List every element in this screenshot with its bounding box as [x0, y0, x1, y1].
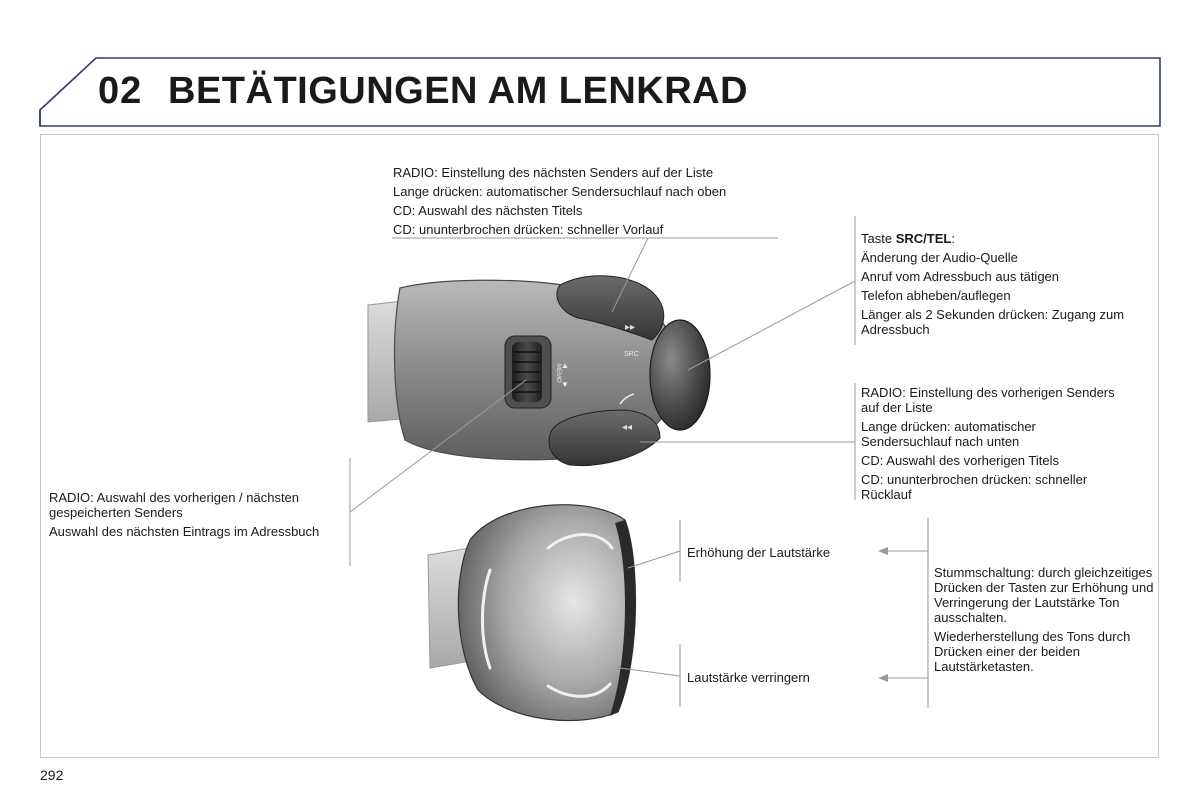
callout-volume-up: Erhöhung der Lautstärke — [687, 545, 831, 560]
src-marking: SRC — [624, 351, 639, 358]
rewind-icon: ◂◂ — [622, 422, 633, 433]
callout-line: Wiederherstellung des Tons durch Drücken einer der beiden Lautstärketasten. — [934, 629, 1131, 674]
callout-prefix: Taste — [861, 231, 896, 246]
callout-line: Lange drücken: automatischer Sendersuchlauf nach oben — [393, 184, 727, 199]
upper-stalk — [368, 276, 710, 466]
callout-memo-wheel — [49, 490, 344, 543]
callout-mute — [934, 565, 1154, 678]
callout-line: Telefon abheben/auflegen — [861, 288, 1011, 303]
arrow-left-icon — [878, 547, 888, 555]
callout-line: CD: ununterbrochen drücken: schneller Rücklauf — [861, 472, 1088, 502]
callout-line: Lange drücken: automatischer Sendersuchlauf nach unten — [861, 419, 1036, 449]
callout-line: Auswahl des nächsten Eintrags im Adressbuch — [49, 524, 320, 539]
memo-marking: MEMO — [555, 364, 561, 383]
callout-seek-up — [393, 165, 793, 237]
callout-line: CD: Auswahl des vorherigen Titels — [861, 453, 1059, 468]
callout-line: CD: Auswahl des nächsten Titels — [393, 203, 583, 218]
callout-line: RADIO: Einstellung des vorherigen Senders auf der Liste — [861, 385, 1115, 415]
callout-line: RADIO: Einstellung des nächsten Senders auf der Liste — [393, 165, 714, 180]
fast-forward-icon: ▸▸ — [625, 322, 636, 333]
callout-volume-down: Lautstärke verringern — [687, 670, 810, 685]
src-tel-key: SRC/TEL — [895, 231, 952, 246]
down-arrow-icon: ▼ — [561, 380, 569, 389]
page-number: 292 — [40, 767, 64, 783]
callout-line: Stummschaltung: durch gleichzeitiges Drücken der Tasten zur Erhöhung und Verringerung der Lautstärke Ton ausschalten. — [934, 565, 1154, 625]
callout-seek-down — [861, 385, 1121, 506]
callout-line: Länger als 2 Sekunden drücken: Zugang zum Adressbuch — [861, 307, 1125, 337]
callout-line: CD: ununterbrochen drücken: schneller Vorlauf — [393, 222, 664, 237]
callout-suffix: : — [951, 231, 955, 246]
callout-line: Änderung der Audio-Quelle — [861, 250, 1018, 265]
callout-src-tel — [861, 231, 1151, 341]
callout-line: RADIO: Auswahl des vorherigen / nächsten gespeicherten Senders — [49, 490, 300, 520]
chapter-title: BETÄTIGUNGEN AM LENKRAD — [168, 70, 749, 112]
arrow-left-icon — [878, 674, 888, 682]
callout-line: Anruf vom Adressbuch aus tätigen — [861, 269, 1060, 284]
up-arrow-icon: ▲ — [561, 361, 569, 370]
chapter-number: 02 — [98, 70, 143, 112]
lower-volume-control — [428, 505, 635, 721]
src-tel-button[interactable] — [650, 320, 710, 430]
